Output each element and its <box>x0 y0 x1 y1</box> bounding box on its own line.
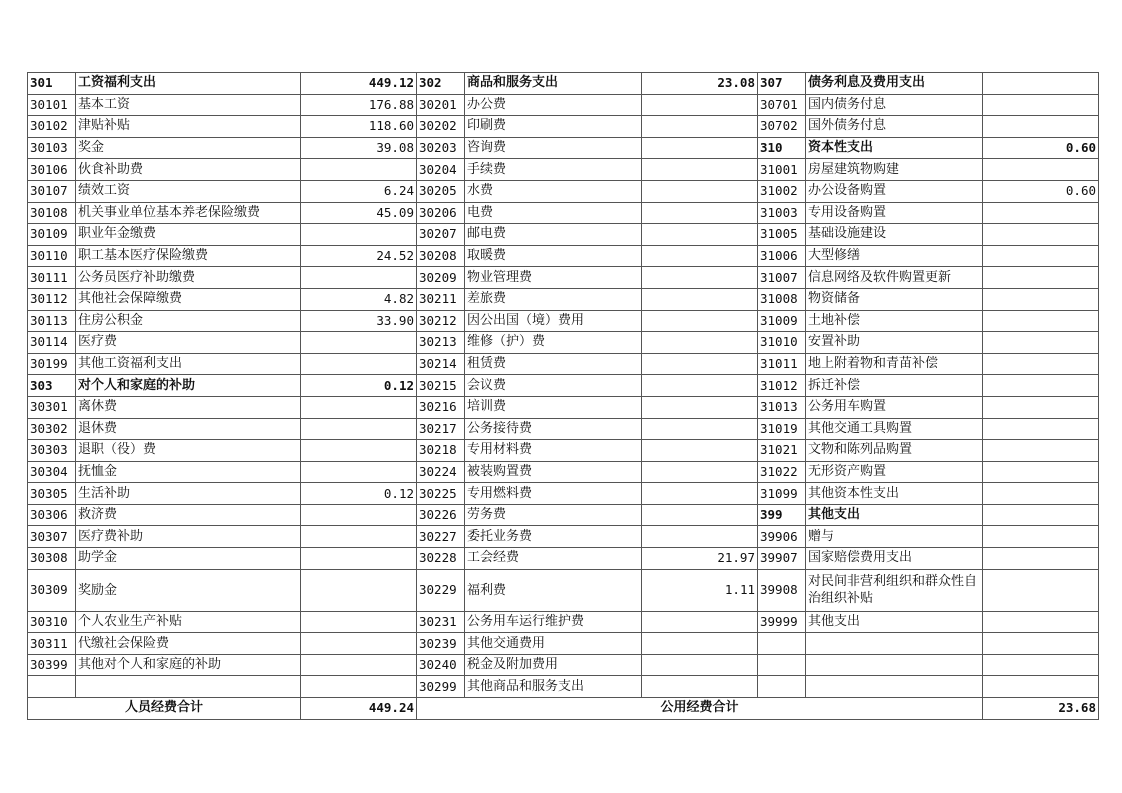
item-name: 租赁费 <box>465 353 642 375</box>
personnel-total-amount: 449.24 <box>301 698 417 720</box>
item-name: 退职（役）费 <box>76 440 301 462</box>
item-name: 土地补偿 <box>806 310 983 332</box>
item-name: 公务用车购置 <box>806 396 983 418</box>
item-amount: 45.09 <box>301 202 417 224</box>
item-code: 30204 <box>417 159 465 181</box>
item-name: 公务用车运行维护费 <box>465 611 642 633</box>
item-amount: 0.60 <box>983 180 1099 202</box>
personnel-total-label: 人员经费合计 <box>28 698 301 720</box>
item-code: 30207 <box>417 224 465 246</box>
item-code: 31019 <box>758 418 806 440</box>
item-amount <box>642 375 758 397</box>
item-code: 31002 <box>758 180 806 202</box>
item-amount <box>301 676 417 698</box>
item-code: 30228 <box>417 548 465 570</box>
table-row <box>28 440 1099 462</box>
table-row <box>28 396 1099 418</box>
item-code: 30106 <box>28 159 76 181</box>
item-code: 302 <box>417 73 465 95</box>
item-amount <box>983 569 1099 611</box>
public-total-label: 公用经费合计 <box>417 698 983 720</box>
item-name: 基础设施建设 <box>806 224 983 246</box>
public-total-amount: 23.68 <box>983 698 1099 720</box>
item-amount <box>301 159 417 181</box>
item-name: 其他交通工具购置 <box>806 418 983 440</box>
item-code <box>758 654 806 676</box>
item-code: 310 <box>758 137 806 159</box>
item-name: 离休费 <box>76 396 301 418</box>
item-name: 职工基本医疗保险缴费 <box>76 245 301 267</box>
item-amount <box>642 310 758 332</box>
item-amount <box>983 73 1099 95</box>
item-code: 31012 <box>758 375 806 397</box>
item-code: 301 <box>28 73 76 95</box>
item-code: 31008 <box>758 288 806 310</box>
item-amount <box>642 180 758 202</box>
item-code: 30306 <box>28 504 76 526</box>
table-row <box>28 73 1099 95</box>
item-code: 30206 <box>417 202 465 224</box>
item-code: 31010 <box>758 332 806 354</box>
item-amount: 33.90 <box>301 310 417 332</box>
item-amount <box>642 611 758 633</box>
item-code: 30111 <box>28 267 76 289</box>
item-name: 资本性支出 <box>806 137 983 159</box>
item-amount <box>301 526 417 548</box>
item-amount <box>642 245 758 267</box>
item-amount <box>642 202 758 224</box>
item-amount: 39.08 <box>301 137 417 159</box>
item-amount <box>642 633 758 655</box>
item-name: 工会经费 <box>465 548 642 570</box>
item-amount <box>983 461 1099 483</box>
item-name: 住房公积金 <box>76 310 301 332</box>
item-code: 30102 <box>28 116 76 138</box>
item-amount <box>983 332 1099 354</box>
item-name: 其他社会保障缴费 <box>76 288 301 310</box>
item-amount: 0.60 <box>983 137 1099 159</box>
item-name: 奖金 <box>76 137 301 159</box>
item-name: 公务员医疗补助缴费 <box>76 267 301 289</box>
item-amount <box>301 569 417 611</box>
item-name: 专用材料费 <box>465 440 642 462</box>
item-code: 30307 <box>28 526 76 548</box>
item-code: 30308 <box>28 548 76 570</box>
item-amount <box>642 224 758 246</box>
item-name: 其他交通费用 <box>465 633 642 655</box>
item-code: 31022 <box>758 461 806 483</box>
item-amount <box>301 396 417 418</box>
item-name: 印刷费 <box>465 116 642 138</box>
item-code: 30213 <box>417 332 465 354</box>
item-name <box>76 676 301 698</box>
item-code: 31001 <box>758 159 806 181</box>
item-amount <box>642 396 758 418</box>
item-code: 30109 <box>28 224 76 246</box>
item-code: 30201 <box>417 94 465 116</box>
item-code: 30212 <box>417 310 465 332</box>
item-name: 物业管理费 <box>465 267 642 289</box>
item-amount <box>642 94 758 116</box>
item-name: 公务接待费 <box>465 418 642 440</box>
item-code: 30240 <box>417 654 465 676</box>
table-row <box>28 353 1099 375</box>
expenditure-table <box>27 72 1099 720</box>
item-amount <box>642 288 758 310</box>
item-code: 30305 <box>28 483 76 505</box>
item-amount <box>983 375 1099 397</box>
item-amount <box>983 396 1099 418</box>
item-amount <box>642 461 758 483</box>
item-code: 30299 <box>417 676 465 698</box>
item-name: 委托业务费 <box>465 526 642 548</box>
item-name: 信息网络及软件购置更新 <box>806 267 983 289</box>
item-code: 30103 <box>28 137 76 159</box>
table-row <box>28 310 1099 332</box>
item-name: 水费 <box>465 180 642 202</box>
item-amount <box>983 267 1099 289</box>
table-row <box>28 94 1099 116</box>
item-amount: 21.97 <box>642 548 758 570</box>
item-name: 个人农业生产补贴 <box>76 611 301 633</box>
item-name: 其他支出 <box>806 611 983 633</box>
item-amount <box>983 504 1099 526</box>
table-row <box>28 159 1099 181</box>
item-amount <box>983 116 1099 138</box>
item-code: 30217 <box>417 418 465 440</box>
item-name: 其他工资福利支出 <box>76 353 301 375</box>
item-code: 30107 <box>28 180 76 202</box>
item-code: 30227 <box>417 526 465 548</box>
item-code: 30101 <box>28 94 76 116</box>
item-code: 30302 <box>28 418 76 440</box>
item-name: 其他商品和服务支出 <box>465 676 642 698</box>
totals-row <box>28 698 1099 720</box>
item-name: 物资储备 <box>806 288 983 310</box>
item-amount <box>642 654 758 676</box>
item-name: 地上附着物和青苗补偿 <box>806 353 983 375</box>
item-name: 会议费 <box>465 375 642 397</box>
item-name: 专用燃料费 <box>465 483 642 505</box>
item-name: 办公设备购置 <box>806 180 983 202</box>
item-name: 培训费 <box>465 396 642 418</box>
table-row <box>28 267 1099 289</box>
table-row <box>28 461 1099 483</box>
item-amount <box>642 526 758 548</box>
item-name: 办公费 <box>465 94 642 116</box>
item-amount <box>301 548 417 570</box>
table-row <box>28 526 1099 548</box>
item-amount <box>301 654 417 676</box>
item-amount: 118.60 <box>301 116 417 138</box>
table-row <box>28 224 1099 246</box>
item-name: 其他支出 <box>806 504 983 526</box>
item-code: 30304 <box>28 461 76 483</box>
item-code: 30208 <box>417 245 465 267</box>
item-code: 30231 <box>417 611 465 633</box>
item-amount <box>301 332 417 354</box>
item-amount <box>983 310 1099 332</box>
item-amount <box>642 418 758 440</box>
item-name: 拆迁补偿 <box>806 375 983 397</box>
item-amount: 6.24 <box>301 180 417 202</box>
item-amount <box>983 654 1099 676</box>
item-name: 国家赔偿费用支出 <box>806 548 983 570</box>
item-amount: 176.88 <box>301 94 417 116</box>
item-name: 劳务费 <box>465 504 642 526</box>
item-code: 30218 <box>417 440 465 462</box>
item-name: 债务利息及费用支出 <box>806 73 983 95</box>
item-code: 30226 <box>417 504 465 526</box>
item-amount <box>301 267 417 289</box>
item-amount <box>301 461 417 483</box>
item-code: 30205 <box>417 180 465 202</box>
item-code: 30239 <box>417 633 465 655</box>
item-name <box>806 633 983 655</box>
item-name: 其他资本性支出 <box>806 483 983 505</box>
item-name: 对民间非营利组织和群众性自治组织补贴 <box>806 569 983 611</box>
item-amount: 24.52 <box>301 245 417 267</box>
table-row <box>28 202 1099 224</box>
table-row <box>28 375 1099 397</box>
item-name: 职业年金缴费 <box>76 224 301 246</box>
item-name: 赠与 <box>806 526 983 548</box>
item-name: 其他对个人和家庭的补助 <box>76 654 301 676</box>
item-code: 30202 <box>417 116 465 138</box>
item-amount <box>301 440 417 462</box>
item-amount <box>983 526 1099 548</box>
item-name: 国外债务付息 <box>806 116 983 138</box>
item-name: 对个人和家庭的补助 <box>76 375 301 397</box>
item-name: 专用设备购置 <box>806 202 983 224</box>
item-code: 303 <box>28 375 76 397</box>
item-amount <box>983 353 1099 375</box>
item-code: 31005 <box>758 224 806 246</box>
item-amount <box>642 353 758 375</box>
table-row <box>28 116 1099 138</box>
item-name: 大型修缮 <box>806 245 983 267</box>
item-amount: 23.08 <box>642 73 758 95</box>
item-name <box>806 654 983 676</box>
item-amount <box>642 116 758 138</box>
item-amount <box>983 440 1099 462</box>
table-row <box>28 332 1099 354</box>
item-code: 30399 <box>28 654 76 676</box>
item-code: 30702 <box>758 116 806 138</box>
item-amount: 449.12 <box>301 73 417 95</box>
item-amount <box>983 418 1099 440</box>
item-amount <box>642 332 758 354</box>
item-name: 安置补助 <box>806 332 983 354</box>
item-code: 30203 <box>417 137 465 159</box>
item-code: 39906 <box>758 526 806 548</box>
item-amount <box>301 224 417 246</box>
item-code: 307 <box>758 73 806 95</box>
item-code: 30301 <box>28 396 76 418</box>
item-code: 31013 <box>758 396 806 418</box>
item-amount <box>983 224 1099 246</box>
item-amount <box>301 633 417 655</box>
item-name: 文物和陈列品购置 <box>806 440 983 462</box>
item-code: 30216 <box>417 396 465 418</box>
item-name: 邮电费 <box>465 224 642 246</box>
item-code: 30225 <box>417 483 465 505</box>
table-body <box>28 73 1099 698</box>
item-amount <box>983 159 1099 181</box>
item-name: 电费 <box>465 202 642 224</box>
table-row <box>28 418 1099 440</box>
item-name: 工资福利支出 <box>76 73 301 95</box>
item-code: 30211 <box>417 288 465 310</box>
item-name: 商品和服务支出 <box>465 73 642 95</box>
item-name: 咨询费 <box>465 137 642 159</box>
item-amount: 1.11 <box>642 569 758 611</box>
item-code: 31099 <box>758 483 806 505</box>
item-amount <box>642 267 758 289</box>
item-name: 福利费 <box>465 569 642 611</box>
item-name: 维修（护）费 <box>465 332 642 354</box>
item-code: 31006 <box>758 245 806 267</box>
item-name: 因公出国（境）费用 <box>465 310 642 332</box>
item-amount: 0.12 <box>301 375 417 397</box>
item-code: 30214 <box>417 353 465 375</box>
item-code: 30701 <box>758 94 806 116</box>
item-name: 无形资产购置 <box>806 461 983 483</box>
item-code: 31003 <box>758 202 806 224</box>
item-name: 被装购置费 <box>465 461 642 483</box>
item-code <box>758 633 806 655</box>
item-amount <box>983 202 1099 224</box>
item-amount <box>301 611 417 633</box>
item-code: 31011 <box>758 353 806 375</box>
item-amount <box>642 504 758 526</box>
item-name: 抚恤金 <box>76 461 301 483</box>
item-name: 机关事业单位基本养老保险缴费 <box>76 202 301 224</box>
item-name: 津贴补贴 <box>76 116 301 138</box>
item-name: 税金及附加费用 <box>465 654 642 676</box>
item-amount <box>301 504 417 526</box>
item-amount: 4.82 <box>301 288 417 310</box>
item-code: 31009 <box>758 310 806 332</box>
item-code: 30110 <box>28 245 76 267</box>
item-name: 救济费 <box>76 504 301 526</box>
item-code <box>758 676 806 698</box>
table-row <box>28 548 1099 570</box>
item-amount <box>642 483 758 505</box>
item-name: 绩效工资 <box>76 180 301 202</box>
table-row <box>28 137 1099 159</box>
item-code: 30113 <box>28 310 76 332</box>
item-code: 31007 <box>758 267 806 289</box>
item-amount <box>642 676 758 698</box>
item-name: 取暖费 <box>465 245 642 267</box>
item-code: 30215 <box>417 375 465 397</box>
item-amount <box>983 611 1099 633</box>
item-name: 国内债务付息 <box>806 94 983 116</box>
item-name: 伙食补助费 <box>76 159 301 181</box>
table-row <box>28 611 1099 633</box>
item-code: 30108 <box>28 202 76 224</box>
item-code: 30224 <box>417 461 465 483</box>
item-code: 39999 <box>758 611 806 633</box>
table-row <box>28 504 1099 526</box>
item-code: 30303 <box>28 440 76 462</box>
item-amount <box>983 245 1099 267</box>
item-amount <box>983 676 1099 698</box>
item-code: 30114 <box>28 332 76 354</box>
table-row <box>28 245 1099 267</box>
item-name: 退休费 <box>76 418 301 440</box>
item-name: 医疗费补助 <box>76 526 301 548</box>
item-code: 30311 <box>28 633 76 655</box>
item-name: 代缴社会保险费 <box>76 633 301 655</box>
item-code: 30309 <box>28 569 76 611</box>
item-code: 39907 <box>758 548 806 570</box>
item-amount <box>642 137 758 159</box>
item-amount <box>301 353 417 375</box>
item-amount <box>642 440 758 462</box>
item-code: 31021 <box>758 440 806 462</box>
item-amount <box>983 548 1099 570</box>
item-name: 手续费 <box>465 159 642 181</box>
item-name: 基本工资 <box>76 94 301 116</box>
item-code: 39908 <box>758 569 806 611</box>
item-amount: 0.12 <box>301 483 417 505</box>
item-name <box>806 676 983 698</box>
item-amount <box>983 483 1099 505</box>
item-code: 30229 <box>417 569 465 611</box>
table-row <box>28 654 1099 676</box>
item-amount <box>983 633 1099 655</box>
item-code: 30209 <box>417 267 465 289</box>
item-code: 30310 <box>28 611 76 633</box>
item-name: 差旅费 <box>465 288 642 310</box>
table-row <box>28 633 1099 655</box>
item-name: 助学金 <box>76 548 301 570</box>
item-name: 医疗费 <box>76 332 301 354</box>
item-name: 房屋建筑物购建 <box>806 159 983 181</box>
table-row <box>28 288 1099 310</box>
item-amount <box>301 418 417 440</box>
item-amount <box>983 94 1099 116</box>
item-code: 399 <box>758 504 806 526</box>
item-code: 30112 <box>28 288 76 310</box>
item-code: 30199 <box>28 353 76 375</box>
item-amount <box>983 288 1099 310</box>
table-row <box>28 180 1099 202</box>
table-row <box>28 569 1099 611</box>
item-code <box>28 676 76 698</box>
table-row <box>28 483 1099 505</box>
table-row <box>28 676 1099 698</box>
item-name: 生活补助 <box>76 483 301 505</box>
item-amount <box>642 159 758 181</box>
item-name: 奖励金 <box>76 569 301 611</box>
